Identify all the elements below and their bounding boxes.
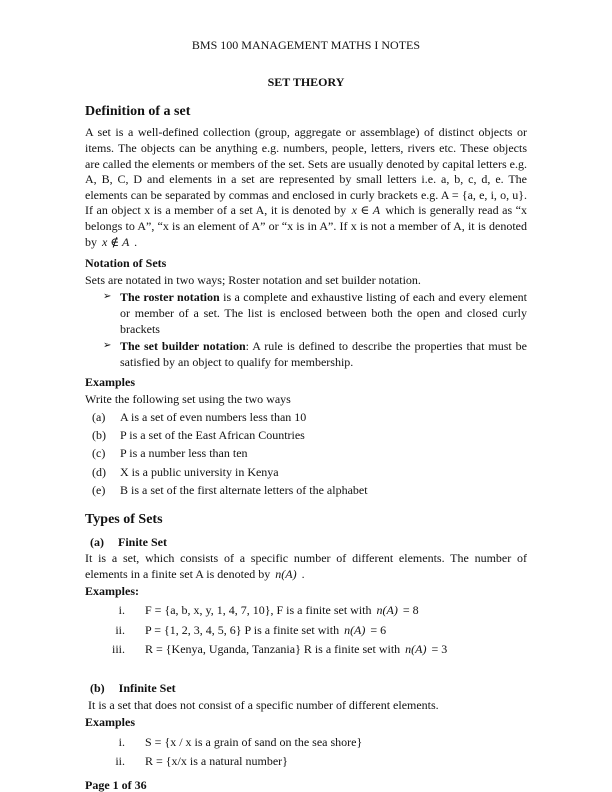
item-eq: = 3 xyxy=(431,641,448,656)
arrow-bullet-icon: ➢ xyxy=(103,340,112,352)
list-item xyxy=(85,735,527,751)
definition-text-1: A set is a well-defined collection (group, aggregate or assemblage) of distinct objects or items. The objects can be anything e.g. numbers, people, letters, rivers etc. These objects are called the elements or members of the set. Sets are usually denoted by capital letters e.g. A, B, C, D and elements in a set are represented by small letters i.e. a, b, c, d, e. The elements can be separated by commas and enclosed in curly brackets e.g. A = {a, e, i, o, u}. If an object x is a member of a set A, it is denoted by xyxy=(85,125,527,218)
example-label: (d) xyxy=(92,464,106,479)
example-text: A is a set of even numbers less than 10 xyxy=(120,410,307,425)
bullet-item-roster xyxy=(85,290,527,337)
doc-title: SET THEORY xyxy=(267,74,345,89)
bullet-lead: The set builder notation xyxy=(120,339,246,354)
math-element-of: x ∈ A xyxy=(348,203,384,218)
roman-numeral: i. xyxy=(118,734,125,749)
item-text: R = {x/x is a natural number} xyxy=(145,753,288,768)
definition-text-3: . xyxy=(134,234,138,249)
example-text: X is a public university in Kenya xyxy=(120,464,279,479)
subheading-examples: Examples xyxy=(85,375,136,390)
example-row xyxy=(85,428,527,444)
definition-text-2: which is generally read as “x belongs to A”, “x is an element of A” or “x is in A”. If x is not a member of A, it is denoted by xyxy=(85,203,527,249)
item-text: S = {x / x is a grain of sand on the sea shore} xyxy=(145,734,363,749)
math-not-element-of: x ∉ A xyxy=(99,234,133,249)
section-heading-types: Types of Sets xyxy=(85,512,163,528)
example-text: B is a set of the first alternate letters of the alphabet xyxy=(120,482,368,497)
list-item xyxy=(85,603,527,619)
example-label: (b) xyxy=(92,428,106,443)
subheading-notation: Notation of Sets xyxy=(85,256,167,271)
example-label: (e) xyxy=(92,482,106,497)
example-label: (a) xyxy=(92,410,106,425)
item-text: P = {1, 2, 3, 4, 5, 6} P is a finite set with xyxy=(145,622,340,637)
arrow-bullet-icon: ➢ xyxy=(103,291,112,303)
bullet-rest: : A rule is defined to describe the properties that must be satisfied by an object to qualify for membership. xyxy=(120,339,527,369)
math-cardinality: n(A) xyxy=(272,566,300,581)
roman-numeral: ii. xyxy=(115,622,125,637)
math-cardinality: n(A) xyxy=(373,603,401,618)
infinite-label: (b) xyxy=(90,681,105,696)
section-heading-definition: Definition of a set xyxy=(85,104,191,120)
item-eq: = 8 xyxy=(402,603,419,618)
item-text: R = {Kenya, Uganda, Tanzania} R is a finite set with xyxy=(145,641,401,656)
example-row xyxy=(85,465,527,481)
subheading-finite-examples: Examples: xyxy=(85,584,139,599)
bullet-rest: is a complete and exhaustive listing of each and every element or member of a set. The list is enclosed between both the open and closed curly brackets xyxy=(120,290,528,336)
roman-numeral: i. xyxy=(118,603,125,618)
doc-header: BMS 100 MANAGEMENT MATHS I NOTES xyxy=(191,38,421,52)
item-eq: = 6 xyxy=(370,622,387,637)
definition-paragraph xyxy=(85,125,527,250)
finite-paragraph xyxy=(85,551,527,582)
subheading-infinite-examples: Examples xyxy=(85,715,136,730)
finite-text-1: It is a set, which consists of a specific number of different elements. The number of elements in a finite set A is denoted by xyxy=(85,551,527,581)
subheading-infinite-set xyxy=(85,681,527,697)
examples-intro: Write the following set using the two ways xyxy=(85,391,291,406)
example-text: P is a number less than ten xyxy=(120,446,248,461)
math-cardinality: n(A) xyxy=(402,641,430,656)
roman-numeral: ii. xyxy=(115,753,125,768)
math-cardinality: n(A) xyxy=(341,622,369,637)
infinite-paragraph: It is a set that does not consist of a specific number of different elements. xyxy=(88,697,439,712)
bullet-item-set-builder xyxy=(85,339,527,370)
infinite-name: Infinite Set xyxy=(118,681,176,696)
page-number: Page 1 of 36 xyxy=(85,778,147,792)
list-item xyxy=(85,754,527,770)
list-item xyxy=(85,623,527,639)
subheading-finite-set xyxy=(85,535,527,551)
example-label: (c) xyxy=(92,446,106,461)
example-row xyxy=(85,410,527,426)
notation-intro: Sets are notated in two ways; Roster notation and set builder notation. xyxy=(85,272,421,287)
list-item xyxy=(85,642,527,658)
finite-label: (a) xyxy=(90,534,104,549)
example-row xyxy=(85,446,527,462)
finite-name: Finite Set xyxy=(118,534,167,549)
item-text: F = {a, b, x, y, 1, 4, 7, 10}, F is a finite set with xyxy=(145,603,372,618)
roman-numeral: iii. xyxy=(111,641,125,656)
finite-text-2: . xyxy=(301,566,305,581)
example-row xyxy=(85,483,527,499)
bullet-lead: The roster notation xyxy=(120,290,220,305)
example-text: P is a set of the East African Countries xyxy=(120,428,305,443)
